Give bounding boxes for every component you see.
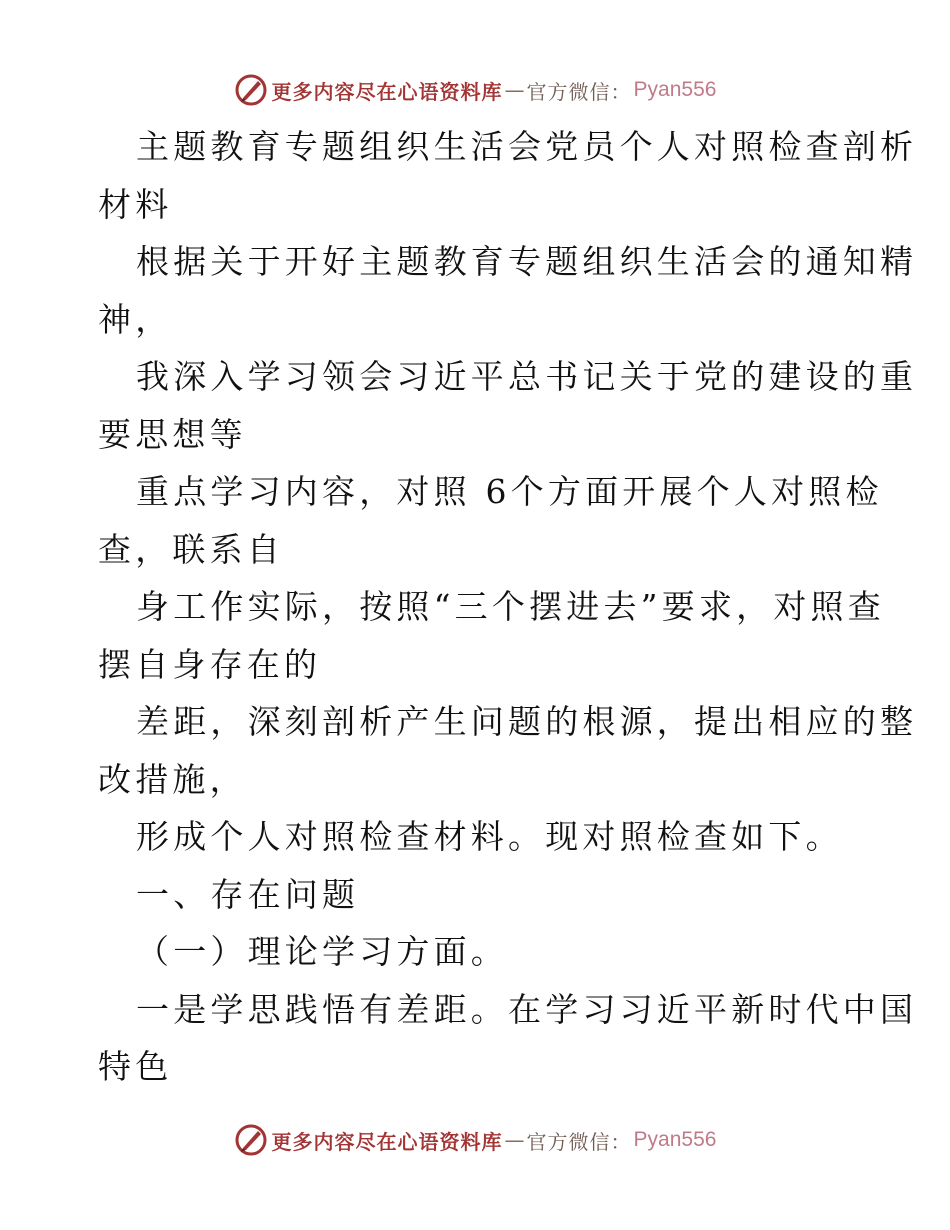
text-line: 重点学习内容，对照 6个方面开展个人对照检 bbox=[136, 472, 883, 511]
text-line: （一）理论学习方面。 bbox=[136, 932, 508, 971]
quill-pen-circle-icon bbox=[234, 73, 268, 107]
header-watermark bbox=[0, 70, 950, 110]
text-line: 身工作实际，按照“三个摆进去”要求，对照查 bbox=[136, 587, 885, 626]
text-line: 差距，深刻剖析产生问题的根源，提出相应的整 bbox=[136, 702, 918, 741]
text-line: 要思想等 bbox=[98, 414, 247, 454]
watermark-label: 官方微信： bbox=[526, 79, 632, 104]
text-line: 查，联系自 bbox=[98, 529, 284, 569]
text-line: 形成个人对照检查材料。现对照检查如下。 bbox=[136, 817, 843, 856]
watermark-label: 官方微信： bbox=[526, 1129, 632, 1154]
quill-pen-circle-icon bbox=[234, 1123, 268, 1157]
watermark-dash: — bbox=[504, 78, 525, 102]
watermark-brand-text: 更多内容尽在心语资料库 bbox=[271, 1129, 503, 1154]
watermark-dash: — bbox=[504, 1128, 525, 1152]
text-line: 材料 bbox=[98, 184, 173, 224]
text-line: 根据关于开好主题教育专题组织生活会的通知精 bbox=[136, 242, 918, 281]
text-line: 特色 bbox=[98, 1047, 173, 1086]
text-line: 摆自身存在的 bbox=[98, 644, 322, 684]
footer-watermark bbox=[0, 1120, 950, 1160]
watermark-account: Pyan556 bbox=[633, 1128, 717, 1151]
watermark-brand-text: 更多内容尽在心语资料库 bbox=[271, 79, 503, 104]
text-line: 一、存在问题 bbox=[136, 874, 360, 914]
document-body bbox=[98, 118, 918, 1096]
text-line: 改措施， bbox=[98, 759, 247, 799]
text-line: 一是学思践悟有差距。在学习习近平新时代中国 bbox=[136, 989, 918, 1029]
text-line: 我深入学习领会习近平总书记关于党的建设的重 bbox=[136, 357, 918, 396]
text-line: 主题教育专题组织生活会党员个人对照检查剖析 bbox=[136, 127, 918, 166]
watermark-account: Pyan556 bbox=[633, 78, 717, 101]
text-line: 神， bbox=[98, 299, 173, 339]
